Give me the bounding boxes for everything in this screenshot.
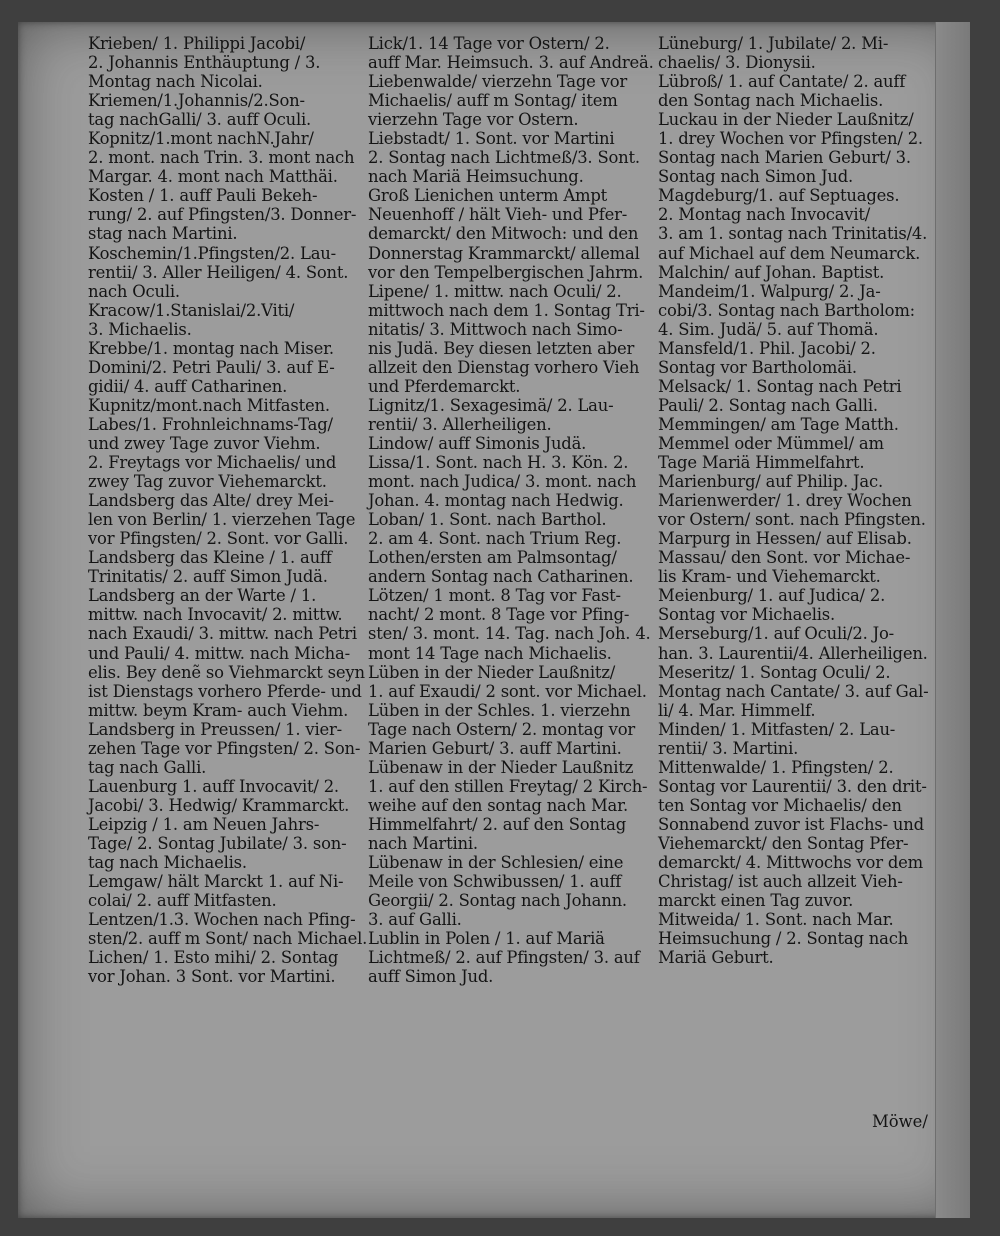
text-line: cobi/3. Sontag nach Bartholom:: [658, 300, 915, 320]
text-line: und Pauli/ 4. mittw. nach Micha-: [88, 643, 350, 663]
column-left: [88, 34, 378, 986]
text-line: mont 14 Tage nach Michaelis.: [368, 643, 612, 663]
text-line: Loban/ 1. Sont. nach Barthol.: [368, 510, 607, 530]
text-line: Melsack/ 1. Sontag nach Petri: [658, 376, 902, 396]
text-line: Lüben in der Schles. 1. vierzehn: [368, 700, 631, 720]
text-line: den Sontag nach Michaelis.: [658, 91, 884, 111]
text-line: weihe auf den sontag nach Mar.: [368, 795, 628, 815]
text-line: Meile von Schwibussen/ 1. auff: [368, 872, 622, 892]
text-line: Lüben in der Nieder Laußnitz/: [368, 662, 616, 682]
text-line: Lindow/ auff Simonis Judä.: [368, 433, 587, 453]
text-line: Himmelfahrt/ 2. auf den Sontag: [368, 814, 627, 834]
text-line: Sontag vor Bartholomäi.: [658, 357, 857, 377]
text-line: Groß Lienichen unterm Ampt: [368, 186, 608, 206]
text-line: li/ 4. Mar. Himmelf.: [658, 700, 816, 720]
catchword: Möwe/: [872, 1112, 928, 1131]
text-line: Johan. 4. montag nach Hedwig.: [368, 491, 624, 511]
text-line: Mandeim/1. Walpurg/ 2. Ja-: [658, 281, 881, 301]
text-line: gidii/ 4. auff Catharinen.: [88, 376, 288, 396]
text-line: 2. Sontag nach Lichtmeß/3. Sont.: [368, 148, 640, 168]
text-line: demarckt/ den Mitwoch: und den: [368, 224, 639, 244]
text-line: Kupnitz/mont.nach Mitfasten.: [88, 395, 330, 415]
text-line: Landsberg an der Warte / 1.: [88, 586, 317, 606]
text-line: Sontag nach Marien Geburt/ 3.: [658, 148, 911, 168]
text-line: Meienburg/ 1. auf Judica/ 2.: [658, 586, 886, 606]
text-line: Georgii/ 2. Sontag nach Johann.: [368, 891, 627, 911]
text-line: mont. nach Judica/ 3. mont. nach: [368, 472, 637, 492]
text-line: Liebenwalde/ vierzehn Tage vor: [368, 72, 628, 92]
text-line: 2. am 4. Sont. nach Trium Reg.: [368, 529, 622, 549]
text-line: Landsberg das Kleine / 1. auff: [88, 548, 332, 568]
text-line: len von Berlin/ 1. vierzehen Tage: [88, 510, 356, 530]
text-line: zehen Tage vor Pfingsten/ 2. Son-: [88, 738, 361, 758]
text-line: auff Mar. Heimsuch. 3. auf Andreä.: [368, 53, 654, 73]
text-line: nitatis/ 3. Mittwoch nach Simo-: [368, 319, 623, 339]
text-line: 2. Montag nach Invocavit/: [658, 205, 871, 225]
text-line: colai/ 2. auff Mitfasten.: [88, 891, 277, 911]
text-line: 2. mont. nach Trin. 3. mont nach: [88, 148, 355, 168]
text-line: auff Simon Jud.: [368, 967, 494, 987]
text-line: Lublin in Polen / 1. auf Mariä: [368, 929, 605, 949]
text-line: Landsberg das Alte/ drey Mei-: [88, 491, 334, 511]
text-line: Magdeburg/1. auf Septuages.: [658, 186, 900, 206]
text-line: nach Oculi.: [88, 281, 180, 301]
text-line: nach Martini.: [368, 833, 478, 853]
text-line: Liebstadt/ 1. Sont. vor Martini: [368, 129, 615, 149]
text-line: Christag/ ist auch allzeit Vieh-: [658, 872, 903, 892]
text-line: auf Michael auf dem Neumarck.: [658, 243, 921, 263]
text-line: Jacobi/ 3. Hedwig/ Krammarckt.: [88, 795, 350, 815]
text-line: mittw. beym Kram- auch Viehm.: [88, 700, 349, 720]
text-line: Memmingen/ am Tage Matth.: [658, 414, 899, 434]
text-line: vor Ostern/ sont. nach Pfingsten.: [658, 510, 926, 530]
text-line: Lübroß/ 1. auf Cantate/ 2. auff: [658, 72, 906, 92]
text-line: 1. auf den stillen Freytag/ 2 Kirch-: [368, 776, 648, 796]
text-line: Viehemarckt/ den Sontag Pfer-: [658, 833, 909, 853]
text-line: tag nach Michaelis.: [88, 853, 247, 873]
text-line: Montag nach Nicolai.: [88, 72, 263, 92]
text-line: tag nachGalli/ 3. auff Oculi.: [88, 110, 312, 130]
text-line: han. 3. Laurentii/4. Allerheiligen.: [658, 643, 928, 663]
text-line: vor Pfingsten/ 2. Sont. vor Galli.: [88, 529, 349, 549]
text-line: Tage Mariä Himmelfahrt.: [658, 453, 865, 473]
text-line: Koschemin/1.Pfingsten/2. Lau-: [88, 243, 336, 263]
text-line: Marien Geburt/ 3. auff Martini.: [368, 738, 622, 758]
text-line: 3. auf Galli.: [368, 910, 462, 930]
text-line: Kriemen/1.Johannis/2.Son-: [88, 91, 305, 111]
text-line: Neuenhoff / hält Vieh- und Pfer-: [368, 205, 628, 225]
text-line: Mansfeld/1. Phil. Jacobi/ 2.: [658, 338, 876, 358]
text-line: vor Johan. 3 Sont. vor Martini.: [88, 967, 336, 987]
text-line: Mitweida/ 1. Sont. nach Mar.: [658, 910, 894, 930]
text-line: 1. auf Exaudi/ 2 sont. vor Michael.: [368, 681, 647, 701]
text-line: Merseburg/1. auf Oculi/2. Jo-: [658, 624, 894, 644]
text-line: sten/2. auff m Sont/ nach Michael.: [88, 929, 368, 949]
text-line: Lichen/ 1. Esto mihi/ 2. Sontag: [88, 948, 339, 968]
text-line: Labes/1. Frohnleichnams-Tag/: [88, 414, 333, 434]
text-line: vor den Tempelbergischen Jahrm.: [368, 262, 644, 282]
text-line: andern Sontag nach Catharinen.: [368, 567, 634, 587]
text-line: demarckt/ 4. Mittwochs vor dem: [658, 853, 923, 873]
text-line: Leipzig / 1. am Neuen Jahrs-: [88, 814, 320, 834]
text-line: und Pferdemarckt.: [368, 376, 521, 396]
text-line: Marienwerder/ 1. drey Wochen: [658, 491, 912, 511]
text-line: Donnerstag Krammarckt/ allemal: [368, 243, 640, 263]
text-line: rentii/ 3. Martini.: [658, 738, 799, 758]
text-line: Kopnitz/1.mont nachN.Jahr/: [88, 129, 314, 149]
column-middle: [368, 34, 658, 986]
text-line: nacht/ 2 mont. 8 Tage vor Pfing-: [368, 605, 630, 625]
text-line: Heimsuchung / 2. Sontag nach: [658, 929, 909, 949]
text-line: allzeit den Dienstag vorhero Vieh: [368, 357, 640, 377]
text-line: Krieben/ 1. Philippi Jacobi/: [88, 34, 306, 53]
text-line: Montag nach Cantate/ 3. auf Gal-: [658, 681, 929, 701]
text-line: Domini/2. Petri Pauli/ 3. auf E-: [88, 357, 335, 377]
text-line: Lentzen/1.3. Wochen nach Pfing-: [88, 910, 356, 930]
text-line: Krebbe/1. montag nach Miser.: [88, 338, 334, 358]
text-line: Landsberg in Preussen/ 1. vier-: [88, 719, 343, 739]
text-line: vierzehn Tage vor Ostern.: [368, 110, 579, 130]
text-line: Mariä Geburt.: [658, 948, 774, 968]
text-line: Lichtmeß/ 2. auf Pfingsten/ 3. auf: [368, 948, 640, 968]
text-line: Tage/ 2. Sontag Jubilate/ 3. son-: [88, 833, 347, 853]
text-line: Margar. 4. mont nach Matthäi.: [88, 167, 338, 187]
text-line: ist Dienstags vorhero Pferde- und: [88, 681, 362, 701]
text-line: 3. Michaelis.: [88, 319, 192, 339]
text-line: Luckau in der Nieder Laußnitz/: [658, 110, 914, 130]
column-right: [658, 34, 954, 967]
text-line: Mittenwalde/ 1. Pfingsten/ 2.: [658, 757, 894, 777]
text-line: Sontag nach Simon Jud.: [658, 167, 854, 187]
text-line: Sontag vor Michaelis.: [658, 605, 836, 625]
text-line: Minden/ 1. Mitfasten/ 2. Lau-: [658, 719, 896, 739]
text-line: Malchin/ auf Johan. Baptist.: [658, 262, 885, 282]
text-line: Marpurg in Hessen/ auf Elisab.: [658, 529, 912, 549]
text-line: Lick/1. 14 Tage vor Ostern/ 2.: [368, 34, 610, 53]
text-line: Lauenburg 1. auff Invocavit/ 2.: [88, 776, 339, 796]
text-line: Tage nach Ostern/ 2. montag vor: [368, 719, 636, 739]
text-line: nis Judä. Bey diesen letzten aber: [368, 338, 635, 358]
text-line: mittwoch nach dem 1. Sontag Tri-: [368, 300, 645, 320]
text-line: Lötzen/ 1 mont. 8 Tag vor Fast-: [368, 586, 621, 606]
text-line: Trinitatis/ 2. auff Simon Judä.: [88, 567, 328, 587]
text-line: 2. Johannis Enthäuptung / 3.: [88, 53, 321, 73]
text-line: nach Mariä Heimsuchung.: [368, 167, 584, 187]
text-line: Lipene/ 1. mittw. nach Oculi/ 2.: [368, 281, 622, 301]
text-line: Pauli/ 2. Sontag nach Galli.: [658, 395, 878, 415]
text-line: 2. Freytags vor Michaelis/ und: [88, 453, 337, 473]
text-line: Lübenaw in der Nieder Laußnitz: [368, 757, 634, 777]
text-line: Sonnabend zuvor ist Flachs- und: [658, 814, 924, 834]
text-line: rung/ 2. auf Pfingsten/3. Donner-: [88, 205, 357, 225]
text-line: Sontag vor Laurentii/ 3. den drit-: [658, 776, 927, 796]
text-line: Memmel oder Mümmel/ am: [658, 433, 884, 453]
text-line: Kosten / 1. auff Pauli Bekeh-: [88, 186, 318, 206]
text-line: 1. drey Wochen vor Pfingsten/ 2.: [658, 129, 923, 149]
text-line: lis Kram- und Viehemarckt.: [658, 567, 881, 587]
text-line: stag nach Martini.: [88, 224, 238, 244]
text-line: rentii/ 3. Aller Heiligen/ 4. Sont.: [88, 262, 349, 282]
text-line: Massau/ den Sont. vor Michae-: [658, 548, 911, 568]
text-line: chaelis/ 3. Dionysii.: [658, 53, 816, 73]
text-line: marckt einen Tag zuvor.: [658, 891, 854, 911]
text-line: Michaelis/ auff m Sontag/ item: [368, 91, 618, 111]
text-line: Lemgaw/ hält Marckt 1. auf Ni-: [88, 872, 344, 892]
text-line: Lüneburg/ 1. Jubilate/ 2. Mi-: [658, 34, 889, 53]
text-line: tag nach Galli.: [88, 757, 207, 777]
text-line: 4. Sim. Judä/ 5. auf Thomä.: [658, 319, 879, 339]
text-line: zwey Tag zuvor Viehemarckt.: [88, 472, 327, 492]
text-line: Lignitz/1. Sexagesimä/ 2. Lau-: [368, 395, 614, 415]
text-line: sten/ 3. mont. 14. Tag. nach Joh. 4.: [368, 624, 651, 644]
text-line: Marienburg/ auf Philip. Jac.: [658, 472, 883, 492]
text-line: mittw. nach Invocavit/ 2. mittw.: [88, 605, 343, 625]
text-line: Meseritz/ 1. Sontag Oculi/ 2.: [658, 662, 891, 682]
text-line: Lübenaw in der Schlesien/ eine: [368, 853, 624, 873]
text-line: und zwey Tage zuvor Viehm.: [88, 433, 321, 453]
text-line: rentii/ 3. Allerheiligen.: [368, 414, 552, 434]
text-line: Kracow/1.Stanislai/2.Viti/: [88, 300, 295, 320]
text-line: elis. Bey denẽ so Viehmarckt seyn: [88, 662, 365, 682]
text-line: ten Sontag vor Michaelis/ den: [658, 795, 902, 815]
text-line: Lissa/1. Sont. nach H. 3. Kön. 2.: [368, 453, 629, 473]
text-line: 3. am 1. sontag nach Trinitatis/4.: [658, 224, 928, 244]
text-line: nach Exaudi/ 3. mittw. nach Petri: [88, 624, 357, 644]
text-line: Lothen/ersten am Palmsontag/: [368, 548, 617, 568]
